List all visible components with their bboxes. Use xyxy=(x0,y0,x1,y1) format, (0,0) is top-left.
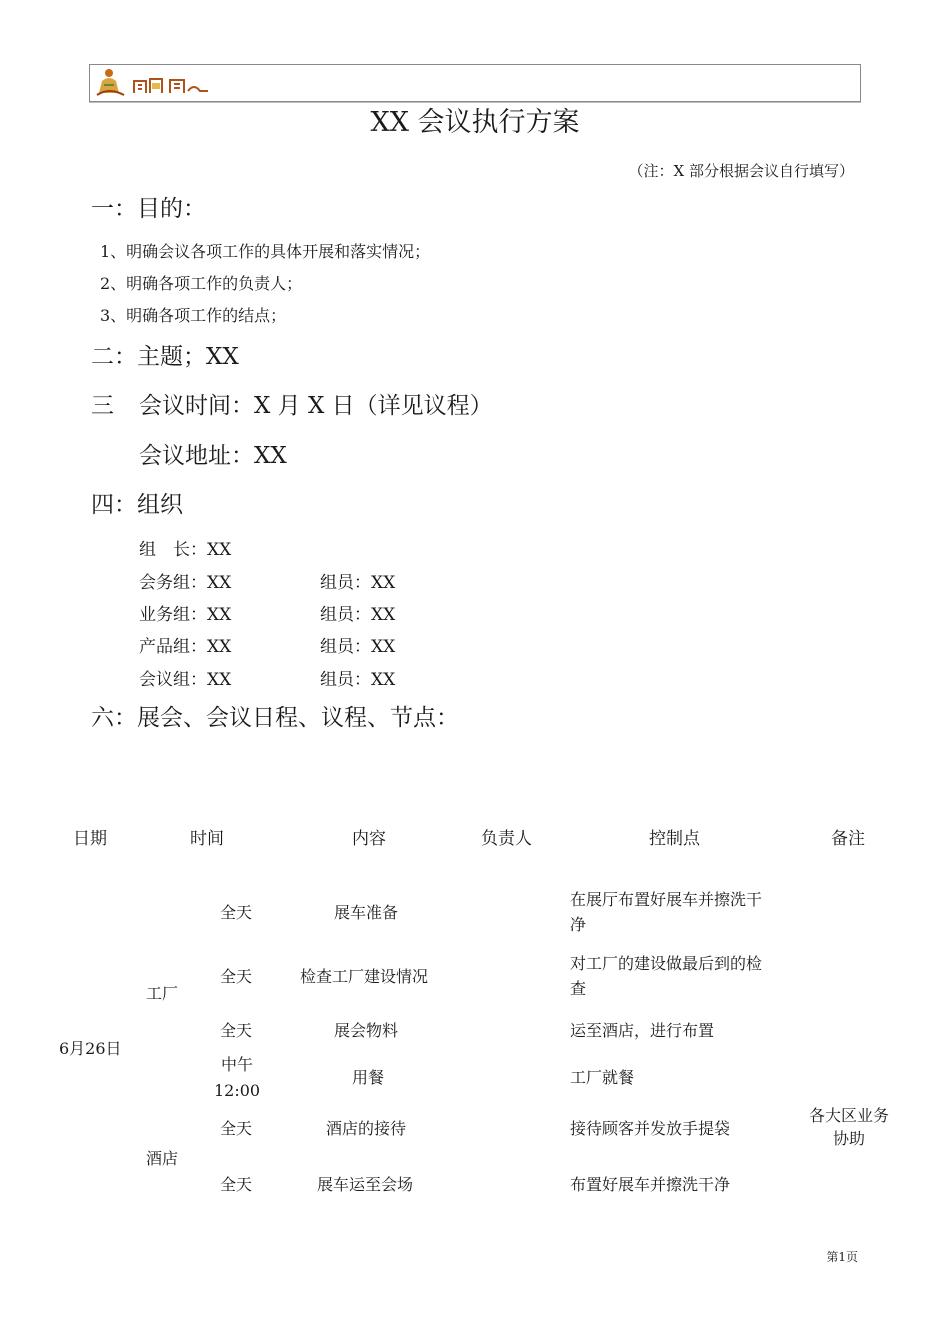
table-header-control-point: 控制点 xyxy=(649,829,700,849)
control-line: 对工厂的建设做最后到的检 xyxy=(570,954,763,973)
table-remark-cell xyxy=(806,1103,892,1149)
table-row-time: 全天 xyxy=(220,1021,253,1040)
purpose-item: 1、明确会议各项工作的具体开展和落实情况； xyxy=(100,242,431,261)
table-row-content: 用餐 xyxy=(352,1068,385,1087)
document-title: XX 会议执行方案 xyxy=(370,107,580,138)
table-row-control: 工厂就餐 xyxy=(570,1068,635,1087)
meeting-place: 会议地址：XX xyxy=(139,443,287,469)
remark-line: 协助 xyxy=(832,1129,865,1148)
section-organization-heading: 四：组织 xyxy=(91,492,183,518)
remark-line: 各大区业务 xyxy=(808,1106,889,1125)
table-row-control: 运至酒店，进行布置 xyxy=(570,1021,715,1040)
table-row-time: 全天 xyxy=(220,903,253,922)
org-member: 组员：XX xyxy=(320,573,396,593)
purpose-item: 3、明确各项工作的结点； xyxy=(100,306,287,325)
table-row-content: 展车运至会场 xyxy=(317,1175,414,1194)
section-theme-heading: 二：主题；XX xyxy=(91,344,239,370)
org-group: 会务组：XX xyxy=(139,573,232,593)
org-group: 产品组：XX xyxy=(139,637,232,657)
table-row-control xyxy=(570,951,762,1001)
org-group-leader: 组 长：XX xyxy=(139,540,232,560)
control-line: 查 xyxy=(570,979,587,998)
table-row-control: 接待顾客并发放手提袋 xyxy=(570,1119,731,1138)
table-header-remark: 备注 xyxy=(831,829,865,849)
table-row-control xyxy=(570,887,762,937)
purpose-item: 2、明确各项工作的负责人； xyxy=(100,274,303,293)
table-row-control: 布置好展车并擦洗干净 xyxy=(570,1175,731,1194)
section-purpose-heading: 一：目的： xyxy=(91,196,206,222)
fill-in-note: （注：X 部分根据会议自行填写） xyxy=(628,162,854,180)
table-row-content: 检查工厂建设情况 xyxy=(300,967,429,986)
table-location-factory: 工厂 xyxy=(146,984,179,1003)
table-location-hotel: 酒店 xyxy=(146,1149,179,1168)
table-row-time: 全天 xyxy=(220,1175,253,1194)
table-header-date: 日期 xyxy=(73,829,107,849)
table-header-content: 内容 xyxy=(352,829,386,849)
meeting-time: 会议时间：X 月 X 日（详见议程） xyxy=(139,393,493,419)
table-row-time xyxy=(214,1052,260,1104)
org-group: 会议组：XX xyxy=(139,670,232,690)
section-schedule-heading: 六：展会、会议日程、议程、节点： xyxy=(91,705,459,731)
phoenix-brand-logo-icon xyxy=(94,67,212,99)
time-line: 中午 xyxy=(220,1055,253,1074)
header-bar xyxy=(89,64,861,102)
time-line: 12:00 xyxy=(214,1081,261,1100)
section-time-number: 三 xyxy=(91,393,114,419)
control-line: 在展厅布置好展车并擦洗干 xyxy=(570,890,763,909)
table-date-cell: 6月26日 xyxy=(59,1039,122,1058)
table-row-content: 展车准备 xyxy=(334,903,399,922)
table-header-time: 时间 xyxy=(190,829,224,849)
table-row-time: 全天 xyxy=(220,967,253,986)
table-row-content: 酒店的接待 xyxy=(326,1119,407,1138)
org-member: 组员：XX xyxy=(320,670,396,690)
org-member: 组员：XX xyxy=(320,605,396,625)
control-line: 净 xyxy=(570,915,587,934)
table-row-content: 展会物料 xyxy=(334,1021,399,1040)
org-member: 组员：XX xyxy=(320,637,396,657)
page-number: 第1页 xyxy=(826,1250,858,1264)
table-row-time: 全天 xyxy=(220,1119,253,1138)
org-group: 业务组：XX xyxy=(139,605,232,625)
table-header-owner: 负责人 xyxy=(481,829,532,849)
